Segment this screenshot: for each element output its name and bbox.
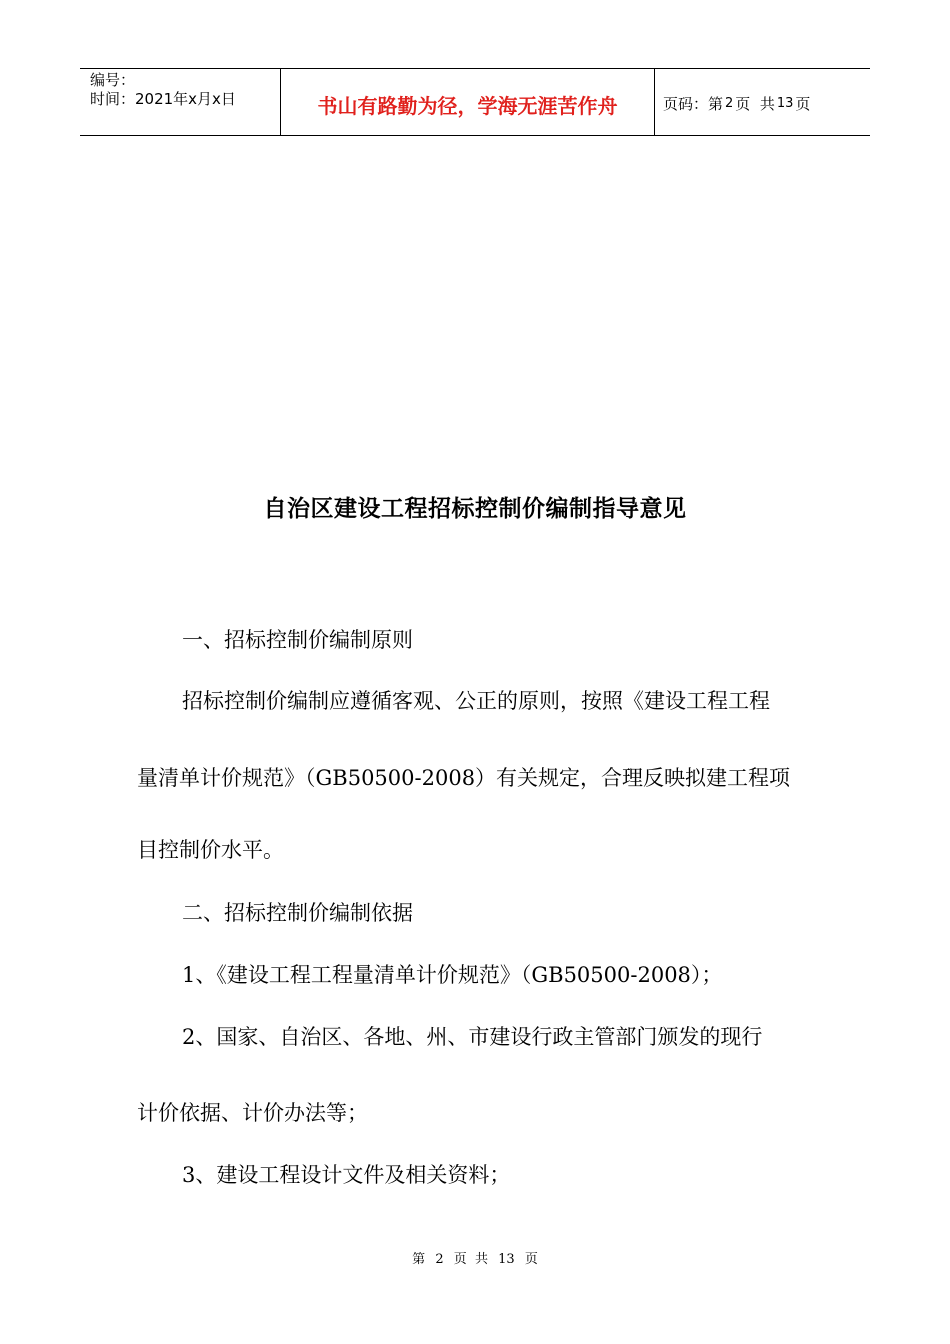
footer-current: 2 (435, 1252, 444, 1267)
footer-mid: 页 共 (453, 1252, 488, 1267)
list-item: 3、建设工程设计文件及相关资料； (182, 1163, 511, 1187)
list-item: 1、《建设工程工程量清单计价规范》（GB50500-2008）； (182, 963, 723, 987)
list-item: 2、国家、自治区、各地、州、市建设行政主管部门颁发的现行 (182, 1025, 763, 1049)
header-motto: 书山有路勤为径，学海无涯苦作舟 (281, 69, 655, 135)
page-current: 2 (725, 95, 734, 111)
page-footer (0, 1248, 950, 1267)
section-heading-1: 一、招标控制价编制原则 (182, 628, 413, 652)
section-heading-2: 二、招标控制价编制依据 (182, 901, 413, 925)
page-suffix: 页 (795, 94, 811, 113)
page-prefix: 页码：第 (663, 94, 724, 113)
number-label: 编号： (90, 71, 136, 89)
paragraph-line: 招标控制价编制应遵循客观、公正的原则，按照《建设工程工程 (182, 689, 770, 713)
header-page-info (655, 69, 870, 135)
footer-prefix: 第 (412, 1252, 426, 1267)
paragraph-line: 计价依据、计价办法等； (137, 1101, 368, 1125)
paragraph-line: 量清单计价规范》（GB50500-2008）有关规定，合理反映拟建工程项 (137, 766, 791, 790)
page-header (80, 68, 870, 136)
footer-total: 13 (498, 1252, 515, 1267)
header-meta (80, 69, 281, 135)
document-title: 自治区建设工程招标控制价编制指导意见 (263, 496, 687, 522)
time-label: 时间：2021年x月x日 (90, 90, 236, 108)
page-total: 13 (776, 95, 794, 111)
paragraph-line: 目控制价水平。 (137, 838, 284, 862)
page-mid: 页 共 (735, 94, 775, 113)
footer-suffix: 页 (524, 1252, 538, 1267)
